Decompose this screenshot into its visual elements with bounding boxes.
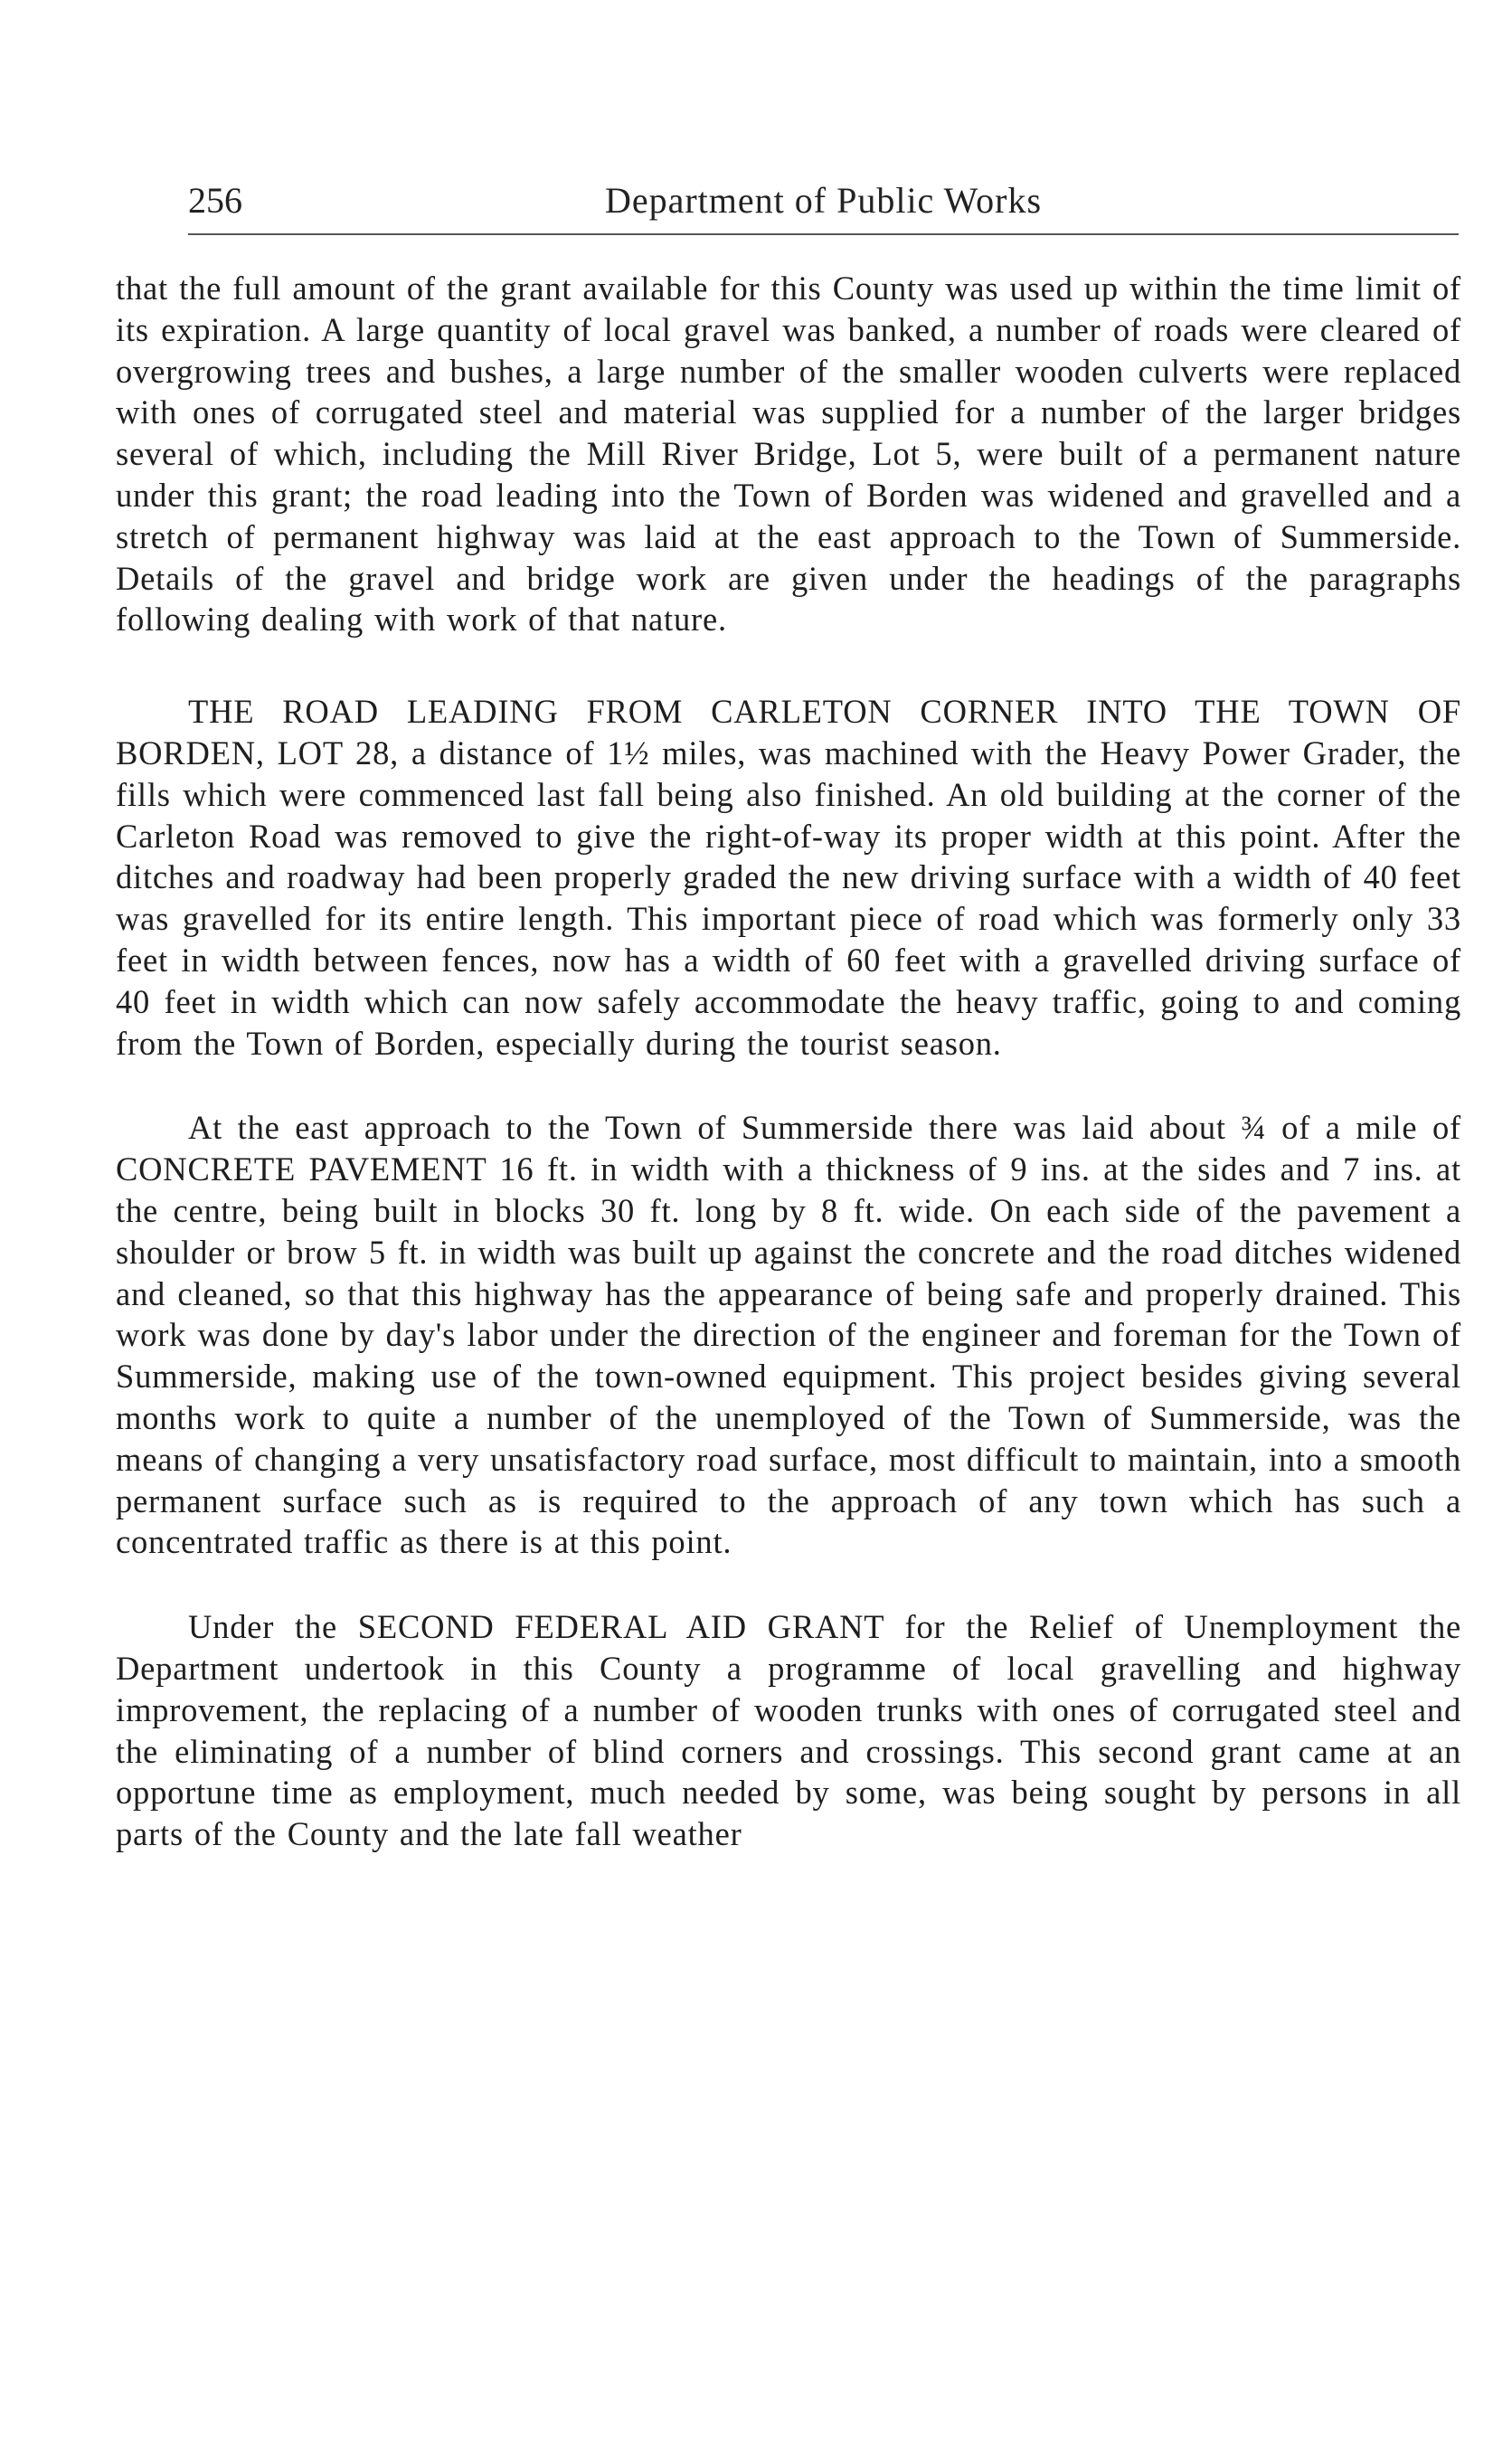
paragraph-federal-aid-grant: Under the SECOND FEDERAL AID GRANT for the Relief of Unemployment the Department undertook in this County a programme of local gravelling and highway improvement, the replacing of a number of wooden trunks with ones of corrugated steel and the eliminating of a number of blind corners and crossings. This second grant came at an opportune time as employment, much needed by some, was being sought by persons in all parts of the County and the late fall weather xyxy=(116,1608,1461,1853)
body-text xyxy=(116,268,1461,1855)
paragraph-continued: that the full amount of the grant available for this County was used up within the time limit of its expiration. A large quantity of local gravel was banked, a number of roads were cleared of overgrowing trees and bushes, a large number of the smaller wooden culverts were replaced with ones of corrugated steel and material was supplied for a number of the larger bridges several of which, including the Mill River Bridge, Lot 5, were built of a permanent nature under this grant; the road leading into the Town of Borden was widened and gravelled and a stretch of permanent highway was laid at the east approach to the Town of Summerside. Details of the gravel and bridge work are given under the headings of the paragraphs following dealing with work of that nature. xyxy=(116,270,1461,639)
paragraph-summerside-pavement: At the east approach to the Town of Summerside there was laid about ¾ of a mile of CONCRETE PAVEMENT 16 ft. in width with a thickness of 9 ins. at the sides and 7 ins. at the centre, being built in blocks 30 ft. long by 8 ft. wide. On each side of the pavement a shoulder or brow 5 ft. in width was built up against the concrete and the road ditches widened and cleaned, so that this highway has the appearance of being safe and properly drained. This work was done by day's labor under the direction of the engineer and foreman for the Town of Summerside, making use of the town-owned equipment. This project besides giving several months work to quite a number of the unemployed of the Town of Summerside, was the means of changing a very unsatisfactory road surface, most difficult to maintain, into a smooth permanent surface such as is required to the approach of any town which has such a concentrated traffic as there is at this point. xyxy=(116,1109,1461,1561)
page-header xyxy=(188,179,1459,233)
paragraph-carleton-road: THE ROAD LEADING FROM CARLETON CORNER INTO THE TOWN OF BORDEN, LOT 28, a distance of 1½ miles, was machined with the Heavy Power Grader, the fills which were commenced last fall being also finished. An old building at the corner of the Carleton Road was removed to give the right-of-way its proper width at this point. After the ditches and roadway had been properly graded the new driving surface with a width of 40 feet was gravelled for its entire length. This important piece of road which was formerly only 33 feet in width between fences, now has a width of 60 feet with a gravelled driving surface of 40 feet in width which can now safely accommodate the heavy traffic, going to and coming from the Town of Borden, especially during the tourist season. xyxy=(116,693,1461,1062)
page-number: 256 xyxy=(188,180,242,221)
header-rule xyxy=(188,233,1459,235)
running-title: Department of Public Works xyxy=(604,180,1043,221)
